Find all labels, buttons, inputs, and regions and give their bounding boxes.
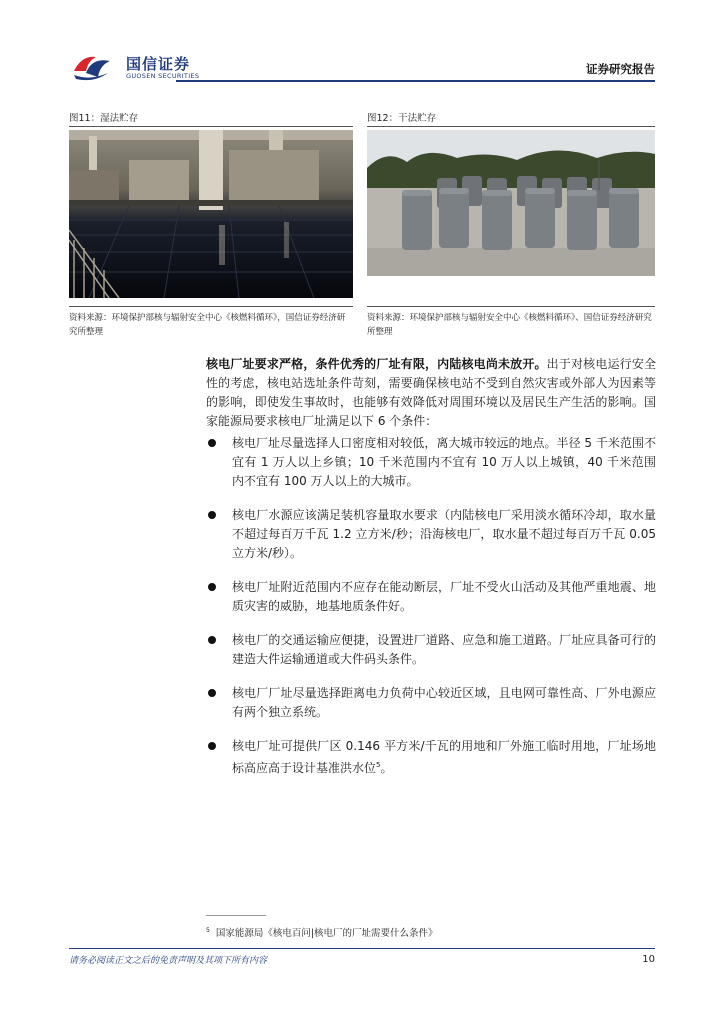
figure-12-bottom-rule — [367, 306, 655, 307]
list-item-text: 核电厂的交通运输应便捷，设置进厂道路、应急和施工道路。厂址应具备可行的建造大件运输通道或大件码头条件。 — [232, 633, 656, 666]
bullet-dot-icon — [208, 689, 216, 697]
lead-paragraph-bold: 核电厂址要求严格，条件优秀的厂址有限，内陆核电尚未放开。 — [206, 357, 547, 371]
list-item — [206, 434, 656, 491]
figure-11-caption: 图11：湿法贮存 — [69, 113, 139, 124]
list-item — [206, 578, 656, 616]
figure-12-dry-storage-photo — [367, 130, 655, 276]
figure-12-caption: 图12：干法贮存 — [367, 113, 437, 124]
header-divider — [176, 80, 655, 82]
list-item-text: 核电厂水源应该满足装机容量取水要求（内陆核电厂采用淡水循环冷却，取水量不超过每百万千瓦 1.2 立方米/秒；沿海核电厂，取水量不超过每百万千瓦 0.05 立方米/秒）。 — [232, 508, 656, 560]
list-item — [206, 737, 656, 778]
page-number: 10 — [642, 954, 655, 965]
figure-11-source: 资料来源：环境保护部核与辐射安全中心《核燃料循环》，国信证券经济研究所整理 — [69, 313, 346, 337]
logo-name-en: GUOSEN SECURITIES — [126, 72, 200, 80]
footnote-divider — [206, 915, 266, 916]
list-item-text: 核电厂厂址尽量选择距离电力负荷中心较近区域，且电网可靠性高、厂外电源应有两个独立系统。 — [232, 686, 656, 719]
footnote-reference[interactable]: 5 — [376, 761, 381, 769]
bullet-dot-icon — [208, 439, 216, 447]
list-item — [206, 631, 656, 669]
footnote-number: 5 — [206, 926, 210, 934]
list-item — [206, 684, 656, 722]
figure-11-bottom-rule — [69, 306, 353, 307]
list-item — [206, 506, 656, 563]
logo-name-cn: 国信证券 — [126, 55, 191, 73]
bullet-dot-icon — [208, 511, 216, 519]
list-item-text: 核电厂址附近范围内不应存在能动断层，厂址不受火山活动及其他严重地震、地质灾害的威胁，地基地质条件好。 — [232, 580, 656, 613]
site-requirements-list — [206, 434, 656, 793]
bullet-dot-icon — [208, 636, 216, 644]
list-item-text: 核电厂址尽量选择人口密度相对较低，离大城市较远的地点。半径 5 千米范围不宜有 1 万人以上乡镇；10 千米范围内不宜有 10 万人以上城镇，40 千米范围内不宜有 100 万人以上的大城市。 — [232, 436, 656, 488]
figure-11-top-rule — [69, 126, 353, 127]
footer-divider — [69, 948, 655, 949]
footer-disclaimer: 请务必阅读正文之后的免责声明及其项下所有内容 — [69, 956, 268, 966]
footnote — [206, 925, 438, 939]
list-item-tail: 。 — [380, 761, 393, 775]
bullet-dot-icon — [208, 583, 216, 591]
lead-paragraph — [206, 355, 656, 431]
bullet-dot-icon — [208, 742, 216, 750]
footnote-text: 国家能源局《核电百问|核电厂的厂址需要什么条件》 — [215, 928, 438, 939]
list-item-text: 核电厂址可提供厂区 0.146 平方米/千瓦的用地和厂外施工临时用地，厂址场地标高应高于设计基准洪水位 — [232, 739, 656, 775]
lead-paragraph-text: 出于对核电运行安全性的考虑，核电站选址条件苛刻，需要确保核电站不受到自然灾害或外部人为因素等的影响，即使发生事故时，也能够有效降低对周围环境以及居民生产生活的影响。国家能源局要求核电厂址满足以下 6 个条件： — [206, 357, 656, 428]
guosen-logo-mark-icon — [72, 51, 114, 83]
figure-12-top-rule — [367, 126, 655, 127]
report-type-label: 证券研究报告 — [586, 62, 655, 76]
figure-11-wet-storage-photo — [69, 130, 353, 298]
figure-12-source: 资料来源：环境保护部核与辐射安全中心《核燃料循环》、国信证券经济研究所整理 — [367, 313, 652, 337]
